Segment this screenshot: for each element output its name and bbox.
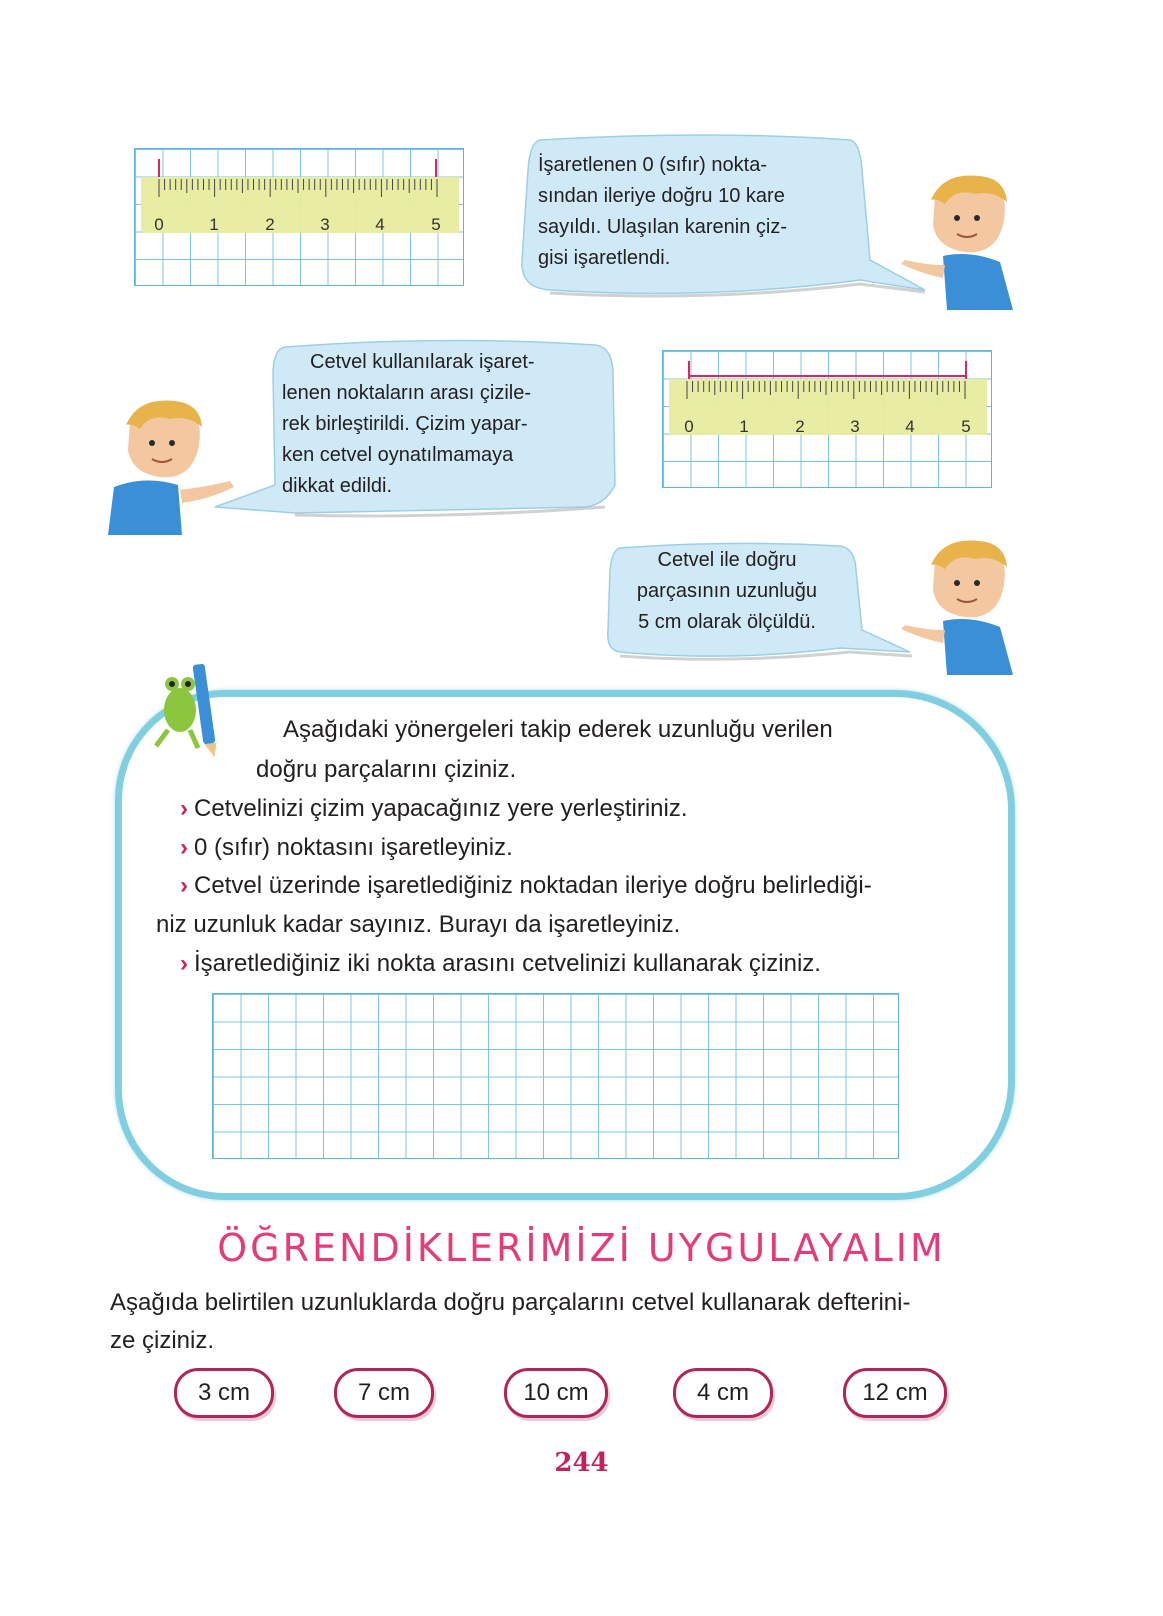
bubble-line: ken cetvel oynatılmamaya: [282, 444, 514, 466]
ruler-number: 4: [375, 215, 385, 234]
bubble-line: rek birleştirildi. Çizim yapar-: [282, 413, 528, 435]
ruler-ticks-middle: [663, 351, 993, 431]
ruler-number: 5: [961, 417, 971, 436]
step-text: Cetvelinizi çizim yapacağınız yere yerleştiriniz.: [194, 795, 688, 822]
bubble-line: sından ileriye doğru 10 kare: [538, 185, 785, 207]
bubble-line: İşaretlenen 0 (sıfır) nokta-: [538, 154, 767, 176]
instruction-line: ze çiziniz.: [110, 1327, 215, 1354]
length-badge: 10 cm: [504, 1368, 608, 1418]
bubble-line: Cetvel ile doğru: [657, 549, 797, 571]
drawing-grid[interactable]: [212, 993, 899, 1159]
bubble-line: lenen noktaların arası çizile-: [282, 382, 532, 404]
length-badge: 12 cm: [843, 1368, 947, 1418]
bubble-text-middle: [282, 347, 584, 502]
step-text: 0 (sıfır) noktasını işaretleyiniz.: [194, 834, 513, 861]
ruler-number: 2: [795, 417, 805, 436]
end-mark: [435, 159, 437, 177]
activity-step: [180, 834, 513, 862]
boy-illustration-top: [895, 170, 1020, 310]
bubble-line: 5 cm olarak ölçüldü.: [638, 611, 816, 633]
activity-step-continued: niz uzunluk kadar sayınız. Burayı da işaretleyiniz.: [156, 911, 681, 938]
grid-paper-middle: [662, 350, 992, 488]
ruler-number: 1: [209, 215, 219, 234]
chevron-right-icon: ›: [180, 872, 188, 899]
length-badge: 4 cm: [673, 1368, 773, 1418]
chevron-right-icon: ›: [180, 795, 188, 822]
ruler-number: 3: [850, 417, 860, 436]
ruler-ticks-top: [135, 149, 465, 229]
ruler-number: 3: [320, 215, 330, 234]
ruler-number: 5: [431, 215, 441, 234]
activity-step: [180, 872, 872, 900]
section-heading: ÖĞRENDİKLERİMİZİ UYGULAYALIM: [217, 1226, 946, 1270]
bubble-line: sayıldı. Ulaşılan karenin çiz-: [538, 216, 787, 238]
ruler-number: 0: [154, 215, 164, 234]
ruler-number: 2: [265, 215, 275, 234]
bubble-line: dikkat edildi.: [282, 475, 393, 497]
activity-intro-line: doğru parçalarını çiziniz.: [256, 756, 517, 783]
boy-illustration-bottom: [895, 535, 1020, 675]
chevron-right-icon: ›: [180, 834, 188, 861]
step-text: İşaretlediğiniz iki nokta arasını cetvelinizi kullanarak çiziniz.: [194, 950, 821, 977]
frog-pencil-icon: [150, 660, 230, 760]
drawn-line-segment: [689, 375, 966, 377]
length-badge: 3 cm: [174, 1368, 274, 1418]
activity-step: [180, 795, 688, 823]
activity-step: [180, 950, 821, 978]
section-instruction: [110, 1284, 1060, 1360]
bubble-line: parçasının uzunluğu: [636, 580, 818, 602]
ruler-number: 0: [684, 417, 694, 436]
length-badge: 7 cm: [334, 1368, 434, 1418]
bubble-text-bottom: [612, 545, 842, 638]
chevron-right-icon: ›: [180, 950, 188, 977]
ruler-number: 4: [905, 417, 915, 436]
boy-illustration-middle: [100, 395, 240, 535]
instruction-line: Aşağıda belirtilen uzunluklarda doğru parçalarını cetvel kullanarak defterini-: [110, 1289, 911, 1316]
ruler-number: 1: [739, 417, 749, 436]
start-mark: [158, 159, 160, 177]
step-text: Cetvel üzerinde işaretlediğiniz noktadan ileriye doğru belirlediği-: [194, 872, 872, 899]
page-number: 244: [554, 1448, 609, 1478]
bubble-text-top: [538, 150, 840, 274]
grid-paper-top: [134, 148, 464, 286]
activity-intro-line: Aşağıdaki yönergeleri takip ederek uzunluğu verilen: [283, 716, 833, 743]
bubble-line: gisi işaretlendi.: [538, 247, 671, 269]
bubble-line: Cetvel kullanılarak işaret-: [310, 351, 535, 373]
